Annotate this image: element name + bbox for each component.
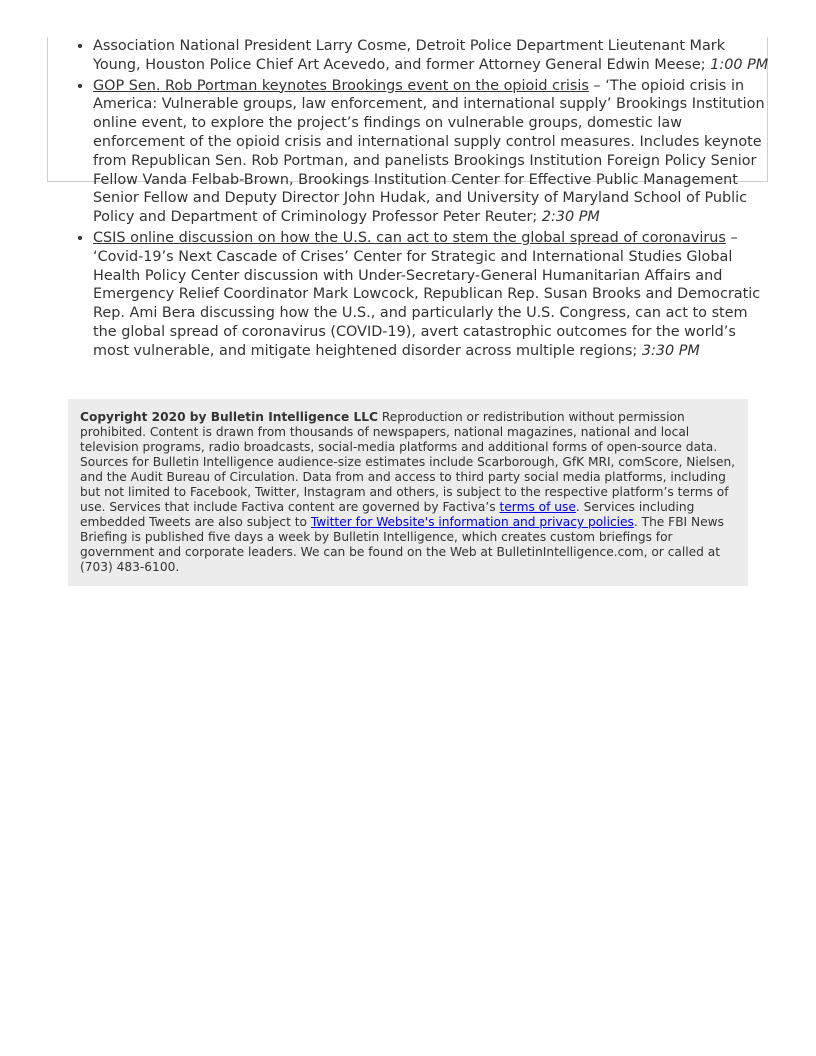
event-time: 1:00 PM: [710, 56, 769, 73]
footer-text: . The FBI News Briefing is published five days a week by Bulletin Intelligence, which creates custom briefings for government and corporate leaders. We can be found on the Web at BulletinIntelligence.com, or called at (703) 483-6100.: [80, 515, 724, 574]
event-list: [73, 37, 773, 363]
copyright-footer: [68, 399, 748, 586]
event-separator: –: [588, 77, 606, 94]
event-time: 3:30 PM: [641, 342, 700, 359]
event-item: [93, 77, 773, 227]
twitter-policy-link[interactable]: Twitter for Website's information and privacy policies: [310, 515, 634, 529]
event-title-link[interactable]: GOP Sen. Rob Portman keynotes Brookings event on the opioid crisis: [93, 77, 589, 94]
event-item: [93, 229, 773, 361]
event-separator: –: [725, 229, 738, 246]
event-description: Association National President Larry Cosme, Detroit Police Department Lieutenant Mark Young, Houston Police Chief Art Acevedo, and former Attorney General Edwin Meese;: [93, 38, 726, 73]
footer-text: Reproduction or redistribution without permission prohibited. Content is drawn from thousands of newspapers, national magazines, national and local television programs, radio broadcasts, social-media platforms and additional forms of open-source data. Sources for Bulletin Intelligence audience-size estimates include Scarborough, GfK MRI, comScore, Nielsen, and the Audit Bureau of Circulation. Data from and access to third party social media platforms, including but not limited to Facebook, Twitter, Instagram and others, is subject to the respective platform’s terms of use. Services that include Factiva content are governed by Factiva’s: [80, 410, 736, 514]
copyright-heading: Copyright 2020 by Bulletin Intelligence LLC: [80, 410, 378, 424]
event-description: ‘The opioid crisis in America: Vulnerable groups, law enforcement, and international supply’ Brookings Institution online event, to explore the project’s findings on vulnerable groups, domestic law enforcement of the opioid crisis and international supply control measures. Includes keynote from Republican Sen. Rob Portman, and panelists Brookings Institution Foreign Policy Senior Fellow Vanda Felbab-Brown, Brookings Institution Center for Effective Public Management Senior Fellow and Deputy Director John Hudak, and University of Maryland School of Public Policy and Department of Criminology Professor Peter Reuter;: [93, 77, 765, 226]
terms-of-use-link[interactable]: terms of use: [499, 500, 576, 514]
event-item: [93, 37, 773, 75]
footer-text: . Services including embedded Tweets are also subject to: [80, 500, 695, 529]
event-time: 2:30 PM: [541, 209, 600, 226]
event-description: ‘Covid-19’s Next Cascade of Crises’ Center for Strategic and International Studies Global Health Policy Center discussion with Under-Secretary-General Humanitarian Affairs and Emergency Relief Coordinator Mark Lowcock, Republican Rep. Susan Brooks and Democratic Rep. Ami Bera discussing how the U.S., and particularly the U.S. Congress, can act to stem the global spread of coronavirus (COVID-19), avert catastrophic outcomes for the world’s most vulnerable, and mitigate heightened disorder across multiple regions;: [93, 248, 761, 359]
event-title-link[interactable]: CSIS online discussion on how the U.S. can act to stem the global spread of coronavirus: [93, 229, 726, 246]
